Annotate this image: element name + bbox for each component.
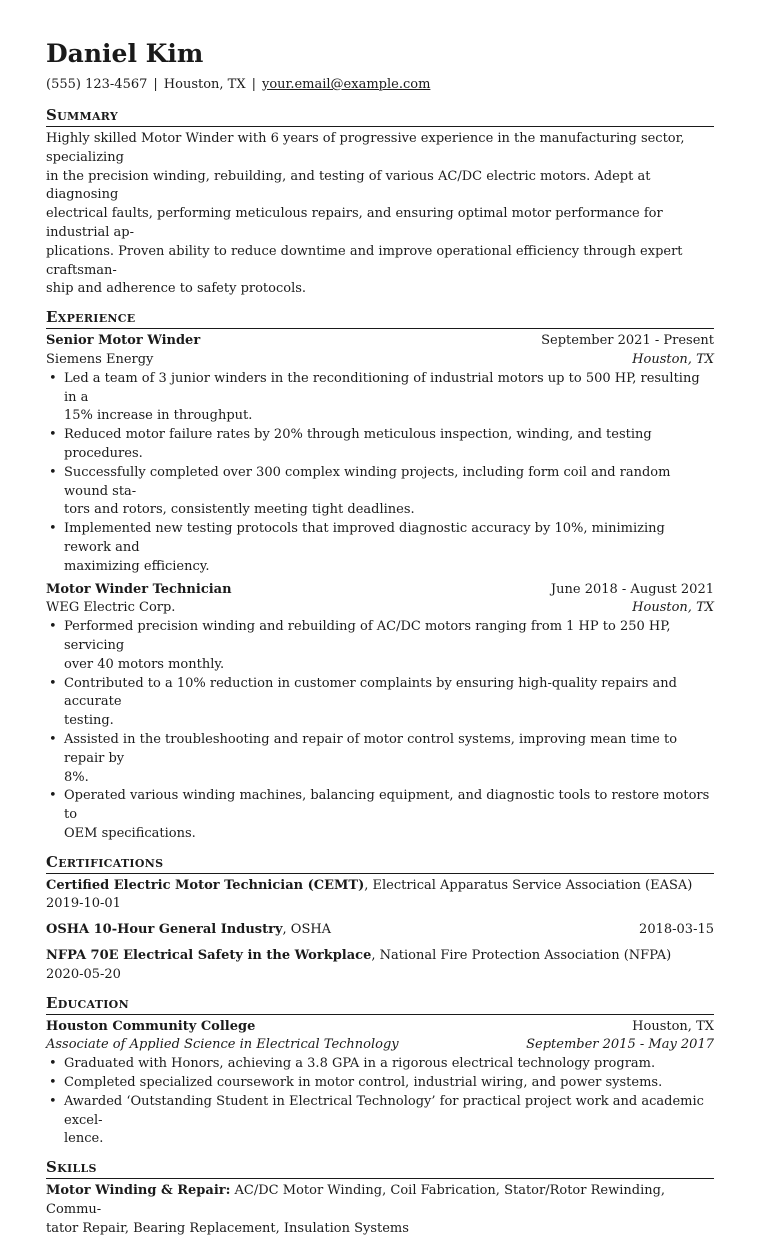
section-heading-summary: Summary bbox=[46, 105, 714, 127]
certification-issuer: , National Fire Protection Association (NFPA) bbox=[371, 948, 672, 964]
education-subheader bbox=[46, 1036, 714, 1055]
job-location: Houston, TX bbox=[632, 600, 714, 616]
bullet-line: • Performed precision winding and rebuilding of AC/DC motors ranging from 1 HP to 250 HP, servicing bbox=[64, 619, 671, 653]
experience-entry bbox=[46, 332, 714, 576]
bullet-item bbox=[46, 675, 714, 731]
bullet-line: • Assisted in the troubleshooting and repair of motor control systems, improving mean time to repair by bbox=[64, 731, 678, 766]
section-heading-education: Education bbox=[46, 993, 714, 1015]
certification-row bbox=[46, 947, 714, 966]
summary-text bbox=[46, 130, 714, 299]
bullet-line: • Implemented new testing protocols that improved diagnostic accuracy by 10%, minimizing rework and bbox=[64, 521, 665, 555]
certification-row bbox=[46, 921, 714, 940]
bullet-line: over 40 motors monthly. bbox=[64, 656, 225, 672]
bullet-line: • Reduced motor failure rates by 20% through meticulous inspection, winding, and testing procedures. bbox=[64, 427, 652, 461]
bullet-item bbox=[46, 426, 714, 464]
section-heading-skills: Skills bbox=[46, 1157, 714, 1179]
job-title: Senior Motor Winder bbox=[46, 333, 201, 349]
experience-entry bbox=[46, 581, 714, 844]
bullet-item bbox=[46, 618, 714, 674]
summary-line: Highly skilled Motor Winder with 6 years of progressive experience in the manufacturing sector, specializing bbox=[46, 131, 685, 165]
bullet-item bbox=[46, 1074, 714, 1093]
job-dates: June 2018 - August 2021 bbox=[550, 581, 714, 597]
bullet-line: • Completed specialized coursework in motor control, industrial wiring, and power systems. bbox=[64, 1075, 663, 1091]
bullet-item bbox=[46, 370, 714, 426]
separator: | bbox=[251, 77, 256, 92]
summary-line: ship and adherence to safety protocols. bbox=[46, 281, 307, 297]
certification-entry bbox=[46, 921, 714, 940]
resume-page bbox=[46, 38, 714, 1239]
location: Houston, TX bbox=[163, 77, 246, 92]
job-title: Motor Winder Technician bbox=[46, 581, 232, 597]
company-name: WEG Electric Corp. bbox=[46, 600, 176, 616]
bullet-item bbox=[46, 1055, 714, 1074]
certification-entry bbox=[46, 877, 714, 915]
certification-name: Certified Electric Motor Technician (CEMT) bbox=[46, 877, 365, 893]
education-dates: September 2015 - May 2017 bbox=[526, 1037, 714, 1053]
bullet-line: • Operated various winding machines, balancing equipment, and diagnostic tools to restore motors to bbox=[64, 788, 710, 823]
skills-line bbox=[46, 1182, 714, 1220]
skills-entry bbox=[46, 1182, 714, 1238]
school-name: Houston Community College bbox=[46, 1018, 256, 1034]
bullet-line: tors and rotors, consistently meeting tight deadlines. bbox=[64, 502, 415, 518]
bullet-line: • Led a team of 3 junior winders in the reconditioning of industrial motors up to 500 HP, resulting in a bbox=[64, 370, 700, 405]
phone-number: (555) 123-4567 bbox=[46, 77, 148, 92]
job-subheader bbox=[46, 351, 714, 370]
section-heading-certifications: Certifications bbox=[46, 852, 714, 874]
separator: | bbox=[153, 77, 158, 92]
contact-line bbox=[46, 76, 714, 94]
bullet-item bbox=[46, 731, 714, 787]
section-heading-experience: Experience bbox=[46, 307, 714, 329]
education-entry bbox=[46, 1018, 714, 1150]
bullet-line: 8%. bbox=[64, 769, 89, 785]
job-location: Houston, TX bbox=[632, 351, 714, 367]
bullet-line: OEM specifications. bbox=[64, 825, 196, 841]
bullet-line: maximizing efficiency. bbox=[64, 558, 210, 574]
school-location: Houston, TX bbox=[632, 1018, 714, 1034]
bullet-line: testing. bbox=[64, 713, 114, 729]
certification-name: NFPA 70E Electrical Safety in the Workplace bbox=[46, 948, 372, 964]
summary-line: plications. Proven ability to reduce downtime and improve operational efficiency through expert craftsman- bbox=[46, 243, 683, 278]
job-bullets bbox=[46, 370, 714, 577]
education-bullets bbox=[46, 1055, 714, 1149]
bullet-item bbox=[46, 520, 714, 576]
bullet-item bbox=[46, 787, 714, 843]
certification-entry bbox=[46, 947, 714, 985]
job-header bbox=[46, 581, 714, 600]
bullet-line: 15% increase in throughput. bbox=[64, 408, 253, 424]
bullet-line: • Contributed to a 10% reduction in customer complaints by ensuring high-quality repairs and accurate bbox=[64, 675, 677, 710]
certification-title bbox=[46, 877, 692, 896]
certification-issuer: , OSHA bbox=[282, 922, 332, 938]
candidate-name: Daniel Kim bbox=[46, 39, 204, 68]
bullet-item bbox=[46, 464, 714, 520]
skill-list: AC/DC Motor Winding, Coil Fabrication, Stator/Rotor Rewinding, Commu- bbox=[46, 1183, 666, 1218]
bullet-line: • Graduated with Honors, achieving a 3.8 GPA in a rigorous electrical technology program. bbox=[64, 1056, 656, 1072]
certification-date: 2018-03-15 bbox=[639, 922, 714, 938]
certification-title bbox=[46, 921, 331, 940]
education-header bbox=[46, 1018, 714, 1037]
certification-date: 2020-05-20 bbox=[46, 966, 121, 982]
email-link[interactable]: your.email@example.com bbox=[262, 77, 431, 92]
bullet-line: lence. bbox=[64, 1131, 104, 1147]
job-subheader bbox=[46, 599, 714, 618]
degree-name: Associate of Applied Science in Electrical Technology bbox=[46, 1037, 399, 1053]
certification-title bbox=[46, 947, 671, 966]
certification-name: OSHA 10-Hour General Industry bbox=[46, 922, 283, 938]
bullet-line: • Awarded ‘Outstanding Student in Electrical Technology’ for practical project work and academic excel- bbox=[64, 1093, 704, 1128]
certification-row bbox=[46, 877, 714, 896]
skill-category: Motor Winding & Repair: bbox=[46, 1183, 231, 1199]
certification-issuer: , Electrical Apparatus Service Association (EASA) bbox=[364, 877, 693, 893]
job-dates: September 2021 - Present bbox=[541, 333, 714, 349]
job-header bbox=[46, 332, 714, 351]
certification-date: 2019-10-01 bbox=[46, 896, 121, 912]
skills-line: tator Repair, Bearing Replacement, Insulation Systems bbox=[46, 1220, 409, 1236]
bullet-line: • Successfully completed over 300 complex winding projects, including form coil and random wound sta- bbox=[64, 464, 671, 499]
bullet-item bbox=[46, 1093, 714, 1149]
company-name: Siemens Energy bbox=[46, 351, 154, 367]
summary-line: electrical faults, performing meticulous repairs, and ensuring optimal motor performance for industrial ap- bbox=[46, 206, 663, 240]
summary-line: in the precision winding, rebuilding, and testing of various AC/DC electric motors. Adept at diagnosing bbox=[46, 168, 651, 203]
job-bullets bbox=[46, 618, 714, 844]
